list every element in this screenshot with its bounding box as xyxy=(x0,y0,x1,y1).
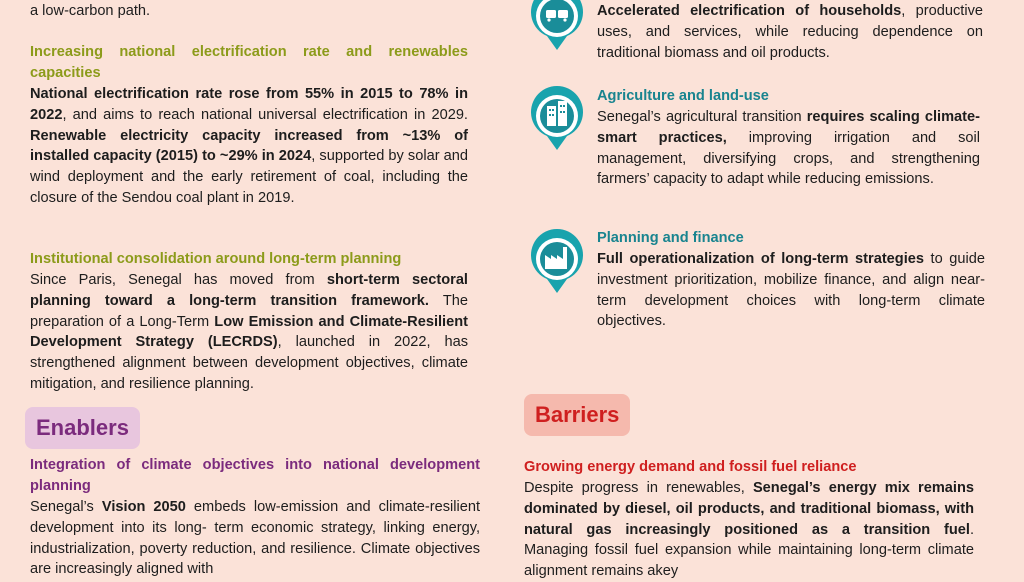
body-text: , launched in 2022, has strengthened alignment between development objectives, climate mitigation, and resilience planning. xyxy=(30,334,468,392)
section-heading-planning: Institutional consolidation around long-term planning xyxy=(30,251,402,267)
body-text: Senegal’s agricultural transition xyxy=(597,109,807,125)
body-text: , and aims to reach national universal electrification in 2029. xyxy=(62,106,468,123)
enablers-badge: Enablers xyxy=(25,407,140,449)
barriers-body xyxy=(524,478,974,582)
body-text: to guide investment prioritization, mobilize finance, and align near-term development choices with long-term climate objectives. xyxy=(597,251,985,330)
item-body-agriculture xyxy=(597,107,980,190)
emphasis-text: Renewable electricity capacity increased from ~13% of installed capacity (2015) to ~29% in 2024 xyxy=(30,127,468,165)
emphasis-text: Vision 2050 xyxy=(101,499,186,515)
barriers-badge: Barriers xyxy=(524,394,630,436)
body-text: Despite progress in renewables, xyxy=(524,480,753,496)
body-text: Since Paris, Senegal has moved from xyxy=(30,272,327,288)
emphasis-text: short-term sectoral planning toward a long-term transition framework. xyxy=(30,272,468,309)
enablers-heading: Integration of climate objectives into national development planning xyxy=(30,457,480,494)
buildings-icon xyxy=(527,86,587,152)
body-text: , supported by solar and wind deployment and the early retirement of coal, including the closure of the Sendou coal plant in 2019. xyxy=(30,148,468,206)
body-text: The preparation of a Long-Term xyxy=(30,292,468,330)
item-heading-planning-finance: Planning and finance xyxy=(597,230,744,246)
item-body-planning-finance xyxy=(597,249,985,332)
item-heading-agriculture: Agriculture and land-use xyxy=(597,88,769,104)
emphasis-text: Low Emission and Climate-Resilient Development Strategy (LECRDS) xyxy=(30,313,468,351)
emphasis-text: Senegal’s energy mix remains dominated by diesel, oil products, and traditional biomass, with natural gas increasingly positioned as a transition fuel xyxy=(524,480,974,538)
body-text: . Managing fossil fuel expansion while maintaining long-term climate alignment remains akey xyxy=(524,521,974,580)
emphasis-text: National electrification rate rose from 55% in 2015 to 78% in 2022 xyxy=(30,86,468,123)
enablers-body xyxy=(30,497,480,580)
item-body-electrification xyxy=(597,1,983,63)
body-text: Senegal’s xyxy=(30,499,102,515)
intro-tail: a low-carbon path. xyxy=(30,3,151,19)
section-body-planning xyxy=(30,270,468,395)
emphasis-text: requires scaling climate-smart practices, xyxy=(597,109,980,146)
emphasis-text: Accelerated electrification of households xyxy=(597,3,902,19)
section-heading-electrification: Increasing national electrification rate and renewables capacities xyxy=(30,44,468,81)
factory-icon xyxy=(527,229,587,295)
transport-icon xyxy=(527,0,587,52)
barriers-heading: Growing energy demand and fossil fuel reliance xyxy=(524,459,857,475)
emphasis-text: Full operationalization of long-term strategies xyxy=(597,251,925,267)
section-body-electrification xyxy=(30,84,468,209)
body-text: improving irrigation and soil management, diversifying crops, and strengthening farmers’ capacity to adapt while reducing emissions. xyxy=(597,129,980,188)
body-text: embeds low-emission and climate-resilient development into its long- term economic strategy, linking energy, industrialization, poverty reduction, and resilience. Climate objectives are increasingly aligned with xyxy=(30,499,481,578)
body-text: , productive uses, and services, while reducing dependence on traditional biomass and oil products. xyxy=(597,3,983,61)
